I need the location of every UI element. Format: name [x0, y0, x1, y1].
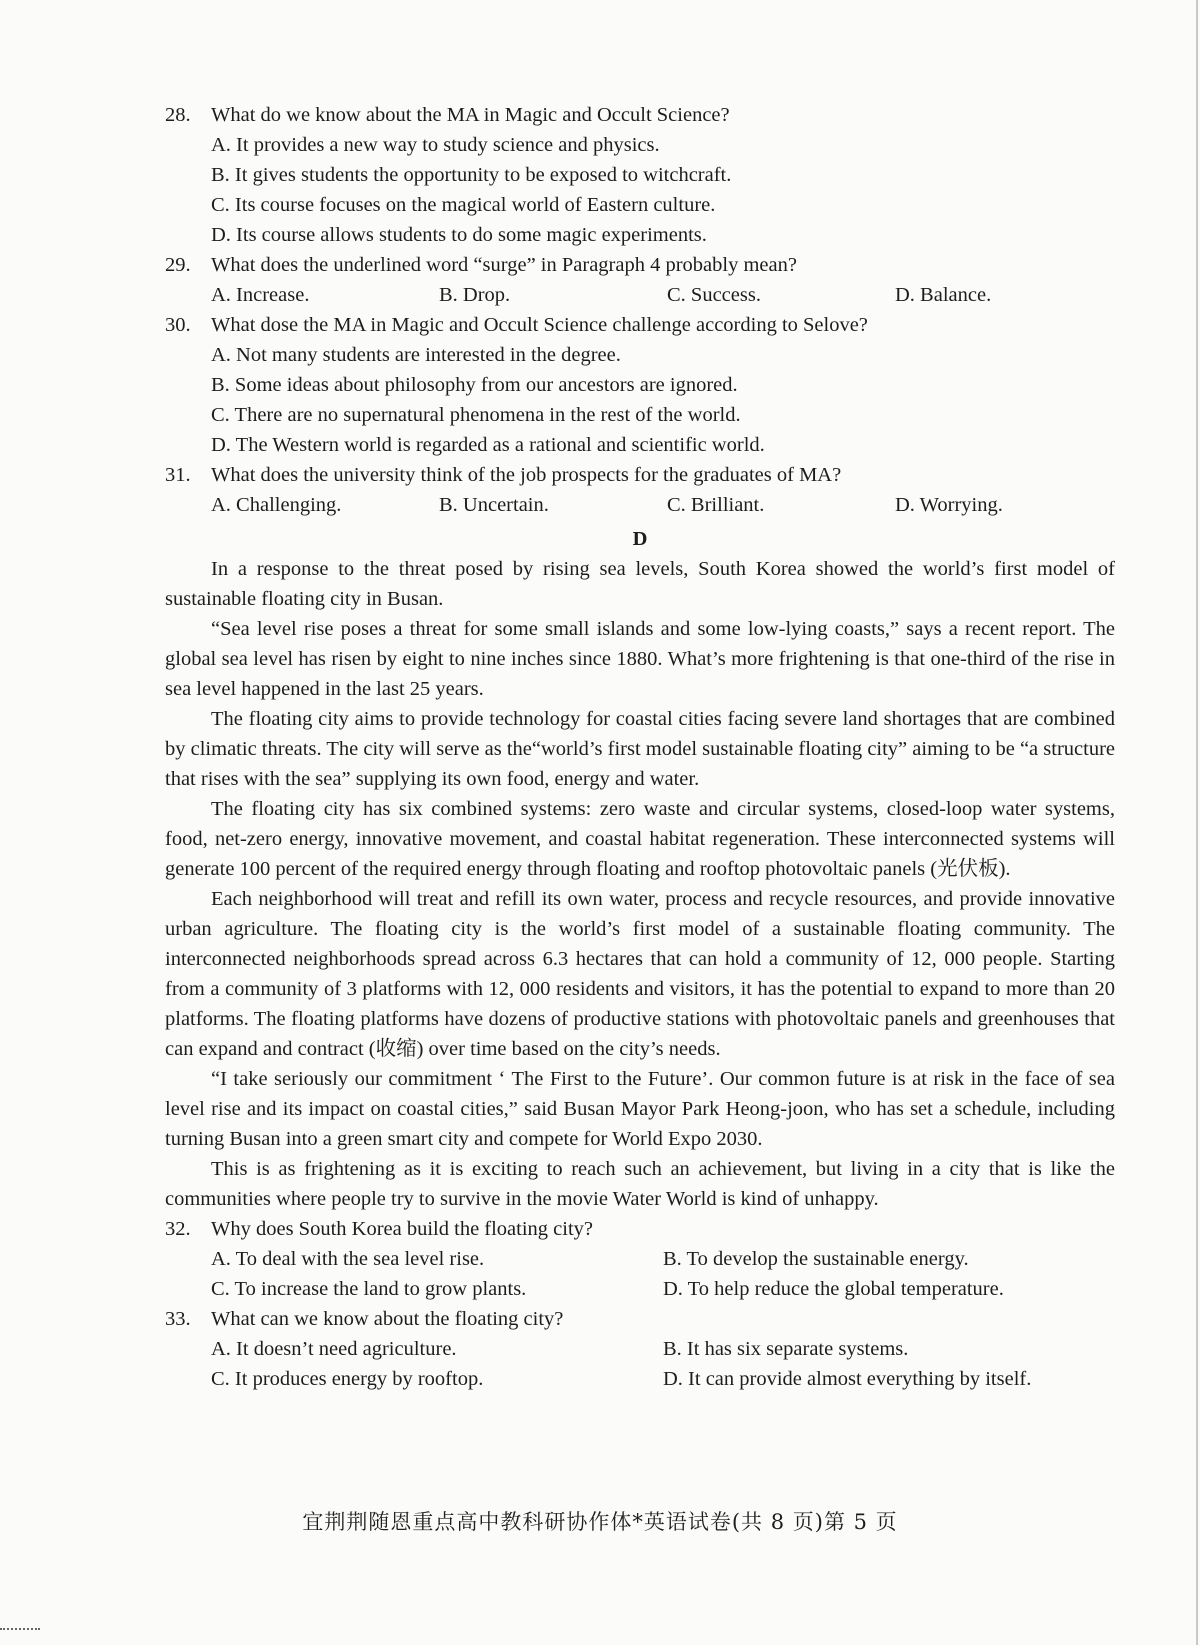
- option: C. Brilliant.: [667, 494, 765, 516]
- options-row: [165, 1244, 1115, 1274]
- scan-dots: [0, 1628, 40, 1630]
- option: C. Its course focuses on the magical world of Eastern culture.: [211, 194, 716, 216]
- option: A. Increase.: [211, 284, 310, 306]
- scan-edge: [1196, 0, 1198, 1645]
- question-28: 28. What do we know about the MA in Magic and Occult Science?: [165, 100, 1115, 130]
- option: A. Not many students are interested in the degree.: [211, 344, 621, 366]
- option: B. It has six separate systems.: [663, 1338, 909, 1360]
- option: A. It doesn’t need agriculture.: [211, 1338, 457, 1360]
- question-31: 31. What does the university think of the job prospects for the graduates of MA?: [165, 460, 1115, 490]
- section-heading: D: [632, 528, 648, 550]
- option: B. Drop.: [439, 284, 511, 306]
- page-footer: 宜荆荆随恩重点高中教科研协作体*英语试卷(共 8 页)第 5 页: [302, 1510, 898, 1534]
- question-stem: What do we know about the MA in Magic and Occult Science?: [211, 104, 730, 126]
- option: A. To deal with the sea level rise.: [211, 1248, 485, 1270]
- question-stem: Why does South Korea build the floating city?: [211, 1218, 594, 1240]
- passage-paragraph: Each neighborhood will treat and refill its own water, process and recycle resources, and provide innovative urban agriculture. The floating city is the world’s first model of a sustainable floating community. The interconnected neighborhoods spread across 6.3 hectares that can hold a community of 12, 000 people. Starting from a community of 3 platforms with 12, 000 residents and visitors, it has the potential to expand to more than 20 platforms. The floating platforms have dozens of productive stations with photovoltaic panels and greenhouses that can expand and contract (收缩) over time based on the city’s needs.: [165, 888, 1115, 1060]
- page-content: [165, 100, 1115, 1394]
- option: A. It provides a new way to study science and physics.: [211, 134, 660, 156]
- question-33: 33. What can we know about the floating city?: [165, 1304, 1115, 1334]
- passage-paragraph: In a response to the threat posed by rising sea levels, South Korea showed the world’s first model of sustainable floating city in Busan.: [165, 558, 1115, 610]
- option: D. It can provide almost everything by itself.: [663, 1368, 1032, 1390]
- question-30: 30. What dose the MA in Magic and Occult Science challenge according to Selove?: [165, 310, 1115, 340]
- option: D. Its course allows students to do some magic experiments.: [211, 224, 707, 246]
- option: B. It gives students the opportunity to be exposed to witchcraft.: [211, 164, 732, 186]
- option: B. To develop the sustainable energy.: [663, 1248, 969, 1270]
- options-row: [165, 1334, 1115, 1364]
- option: B. Some ideas about philosophy from our ancestors are ignored.: [211, 374, 738, 396]
- option: A. Challenging.: [211, 494, 342, 516]
- option: D. Worrying.: [895, 494, 1003, 516]
- passage-paragraph: This is as frightening as it is exciting to reach such an achievement, but living in a city that is like the communities where people try to survive in the movie Water World is kind of unhappy.: [165, 1158, 1115, 1210]
- passage-paragraph: The floating city has six combined systems: zero waste and circular systems, closed-loop water systems, food, net-zero energy, innovative movement, and coastal habitat regeneration. These interconnected systems will generate 100 percent of the required energy through floating and rooftop photovoltaic panels (光伏板).: [165, 798, 1115, 880]
- option: C. To increase the land to grow plants.: [211, 1278, 527, 1300]
- question-stem: What can we know about the floating city?: [211, 1308, 564, 1330]
- options-row: [165, 1274, 1115, 1304]
- option: D. Balance.: [895, 284, 992, 306]
- option: C. Success.: [667, 284, 761, 306]
- question-stem: What does the university think of the job prospects for the graduates of MA?: [211, 464, 842, 486]
- options-row: [165, 280, 1115, 310]
- passage-paragraph: “Sea level rise poses a threat for some small islands and some low-lying coasts,” says a recent report. The global sea level has risen by eight to nine inches since 1880. What’s more frightening is that one-third of the rise in sea level happened in the last 25 years.: [165, 618, 1115, 700]
- question-stem: What does the underlined word “surge” in Paragraph 4 probably mean?: [211, 254, 797, 276]
- option: D. The Western world is regarded as a rational and scientific world.: [211, 434, 765, 456]
- option: C. There are no supernatural phenomena in the rest of the world.: [211, 404, 741, 426]
- options-row: [165, 1364, 1115, 1394]
- question-stem: What dose the MA in Magic and Occult Science challenge according to Selove?: [211, 314, 868, 336]
- passage-paragraph: “I take seriously our commitment ‘ The First to the Future’. Our common future is at risk in the face of sea level rise and its impact on coastal cities,” said Busan Mayor Park Heong-joon, who has set a schedule, including turning Busan into a green smart city and compete for World Expo 2030.: [165, 1068, 1115, 1150]
- option: B. Uncertain.: [439, 494, 549, 516]
- passage-paragraph: The floating city aims to provide technology for coastal cities facing severe land shortages that are combined by climatic threats. The city will serve as the“world’s first model sustainable floating city” aiming to be “a structure that rises with the sea” supplying its own food, energy and water.: [165, 708, 1115, 790]
- option: D. To help reduce the global temperature.: [663, 1278, 1004, 1300]
- question-29: 29. What does the underlined word “surge” in Paragraph 4 probably mean?: [165, 250, 1115, 280]
- options-row: [165, 490, 1115, 520]
- option: C. It produces energy by rooftop.: [211, 1368, 484, 1390]
- question-32: 32. Why does South Korea build the floating city?: [165, 1214, 1115, 1244]
